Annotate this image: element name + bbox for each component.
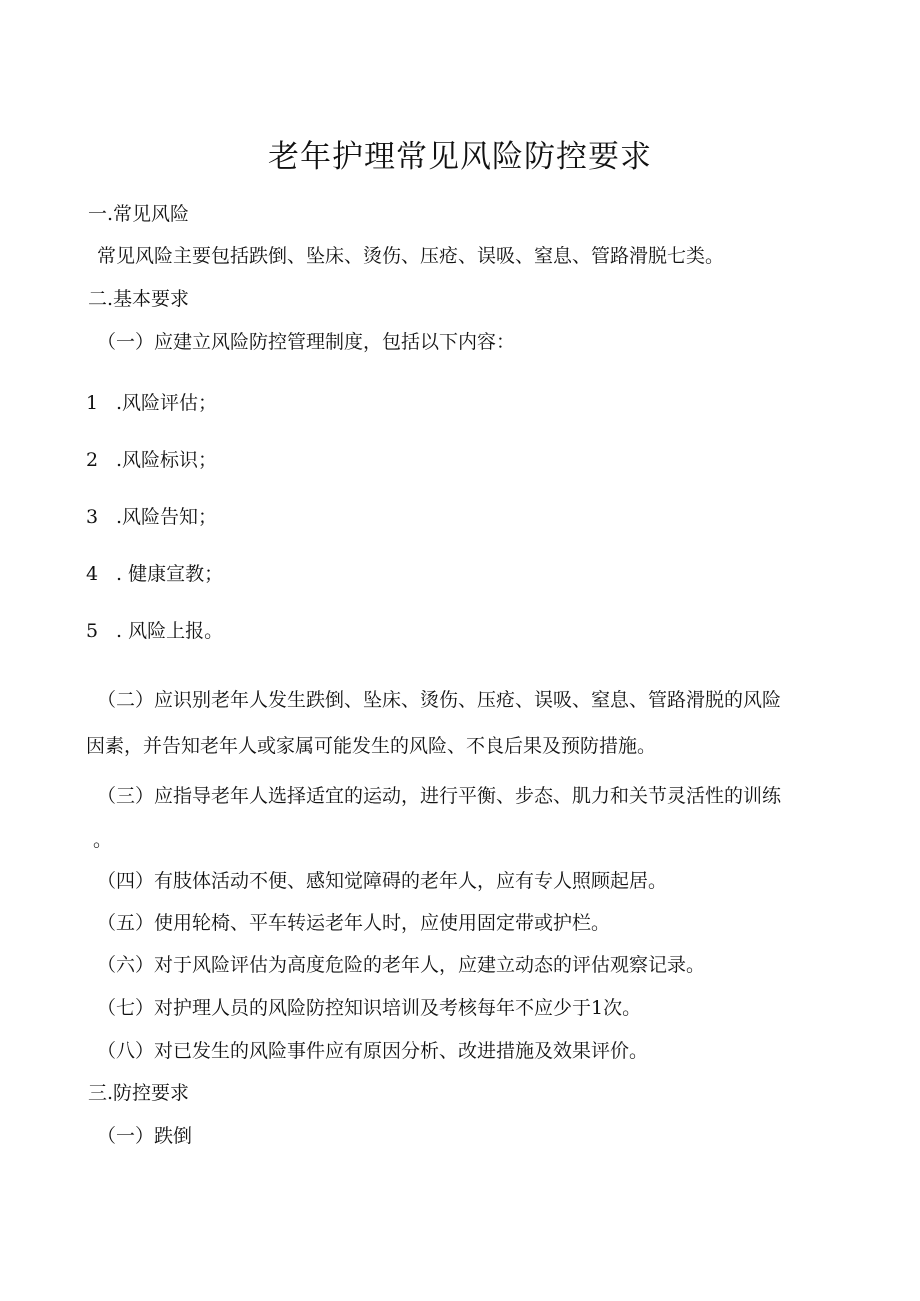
- section-2-paragraph-4: （四）有肢体活动不便、感知觉障碍的老年人，应有专人照顾起居。: [97, 870, 668, 892]
- section-1-heading: 一.常见风险: [88, 203, 190, 225]
- list-item: [86, 448, 217, 472]
- section-2-paragraph-8: （八）对已发生的风险事件应有原因分析、改进措施及效果评价。: [97, 1040, 649, 1062]
- section-2-paragraph-1: （一）应建立风险防控管理制度，包括以下内容：: [97, 331, 516, 353]
- list-item-text: .风险告知；: [116, 506, 218, 528]
- section-2-heading: 二.基本要求: [88, 288, 190, 310]
- list-item: [86, 562, 223, 586]
- list-item-text: . 健康宣教；: [116, 563, 224, 585]
- section-3-heading: 三.防控要求: [88, 1082, 190, 1104]
- section-2-paragraph-2-line-1: （二）应识别老年人发生跌倒、坠床、烫伤、压疮、误吸、窒息、管路滑脱的风险: [97, 689, 782, 711]
- section-2-paragraph-7: （七）对护理人员的风险防控知识培训及考核每年不应少于1次。: [97, 997, 642, 1019]
- section-3-paragraph-1: （一）跌倒: [97, 1125, 193, 1147]
- list-item-number: 4: [86, 563, 99, 585]
- list-item-text: .风险评估；: [116, 392, 218, 414]
- section-1-body: 常见风险主要包括跌倒、坠床、烫伤、压疮、误吸、窒息、管路滑脱七类。: [97, 245, 725, 267]
- section-2-paragraph-5: （五）使用轮椅、平车转运老年人时，应使用固定带或护栏。: [97, 912, 611, 934]
- list-item-text: .风险标识；: [116, 449, 218, 471]
- section-2-paragraph-3-line-2: 。: [93, 829, 113, 851]
- list-item: [86, 391, 217, 415]
- list-item-number: 2: [86, 449, 99, 471]
- list-item-number: 5: [86, 620, 99, 642]
- list-item: [86, 505, 217, 529]
- section-2-paragraph-2-line-2: 因素，并告知老年人或家属可能发生的风险、不良后果及预防措施。: [86, 735, 657, 757]
- list-item-number: 1: [86, 392, 99, 414]
- list-item-text: . 风险上报。: [116, 620, 224, 642]
- section-2-paragraph-6: （六）对于风险评估为高度危险的老年人，应建立动态的评估观察记录。: [97, 954, 706, 976]
- section-2-paragraph-3-line-1: （三）应指导老年人选择适宜的运动，进行平衡、步态、肌力和关节灵活性的训练: [97, 785, 782, 807]
- document-title: 老年护理常见风险防控要求: [268, 139, 652, 175]
- list-item-number: 3: [86, 506, 99, 528]
- list-item: [86, 619, 223, 643]
